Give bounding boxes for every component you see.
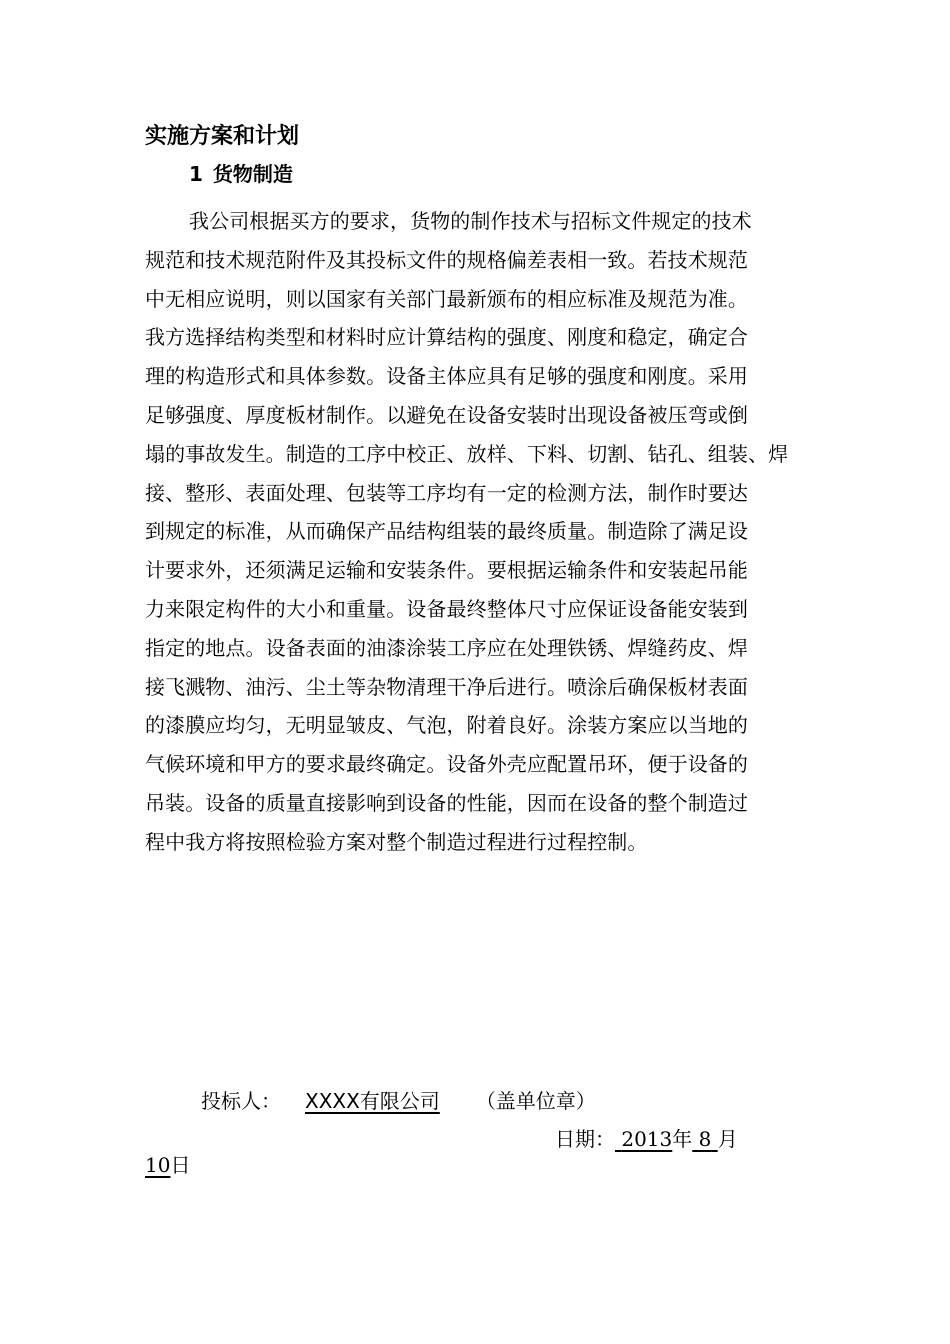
paragraph-line: 到规定的标准，从而确保产品结构组装的最终质量。制造除了满足设 — [145, 519, 748, 544]
paragraph-line: 足够强度、厚度板材制作。以避免在设备安装时出现设备被压弯或倒 — [145, 402, 748, 427]
paragraph-line: 我公司根据买方的要求，货物的制作技术与招标文件规定的技术 — [189, 209, 752, 233]
paragraph-line: 规范和技术规范附件及其投标文件的规格偏差表相一致。若技术规范 — [145, 247, 748, 272]
paragraph-line: 力来限定构件的大小和重量。设备最终整体尺寸应保证设备能安装到 — [145, 596, 748, 621]
date-month: 8 — [698, 1127, 712, 1151]
month-suffix: 月 — [717, 1127, 738, 1151]
paragraph-line: 塌的事故发生。制造的工序中校正、放样、下料、切割、钻孔、组装、焊 — [145, 441, 789, 466]
date-day: 10 — [145, 1153, 171, 1177]
paragraph-line: 我方选择结构类型和材料时应计算结构的强度、刚度和稳定，确定合 — [145, 325, 748, 350]
year-suffix: 年 — [672, 1127, 693, 1151]
seal-note: （盖单位章） — [475, 1089, 596, 1113]
section-number: 1 — [189, 162, 203, 186]
paragraph-line: 理的构造形式和具体参数。设备主体应具有足够的强度和刚度。采用 — [145, 364, 748, 389]
paragraph-line: 接、整形、表面处理、包装等工序均有一定的检测方法，制作时要达 — [145, 480, 748, 505]
body-paragraph — [145, 202, 805, 862]
date-day-line — [145, 1148, 190, 1182]
paragraph-line: 气候环境和甲方的要求最终确定。设备外壳应配置吊环，便于设备的 — [145, 752, 748, 777]
bidder-label: 投标人： — [201, 1089, 281, 1113]
section-heading — [189, 158, 293, 190]
paragraph-line: 接飞溅物、油污、尘土等杂物清理干净后进行。喷涂后确保板材表面 — [145, 674, 748, 699]
section-title: 货物制造 — [212, 162, 293, 186]
date-year: 2013 — [621, 1127, 673, 1151]
company-name: XXXX有限公司 — [305, 1089, 440, 1113]
bidder-line — [201, 1084, 596, 1118]
paragraph-line: 程中我方将按照检验方案对整个制造过程进行过程控制。 — [145, 829, 648, 854]
date-line — [555, 1122, 738, 1156]
paragraph-line: 计要求外，还须满足运输和安装条件。要根据运输条件和安装起吊能 — [145, 558, 748, 583]
date-label: 日期： — [555, 1127, 615, 1151]
paragraph-line: 的漆膜应均匀，无明显皱皮、气泡，附着良好。涂装方案应以当地的 — [145, 713, 748, 738]
paragraph-line: 指定的地点。设备表面的油漆涂装工序应在处理铁锈、焊缝药皮、焊 — [145, 635, 748, 660]
paragraph-line: 吊装。设备的质量直接影响到设备的性能，因而在设备的整个制造过 — [145, 790, 748, 815]
document-title: 实施方案和计划 — [145, 124, 300, 149]
day-suffix: 日 — [170, 1153, 191, 1177]
paragraph-line: 中无相应说明，则以国家有关部门最新颁布的相应标准及规范为准。 — [145, 286, 748, 311]
